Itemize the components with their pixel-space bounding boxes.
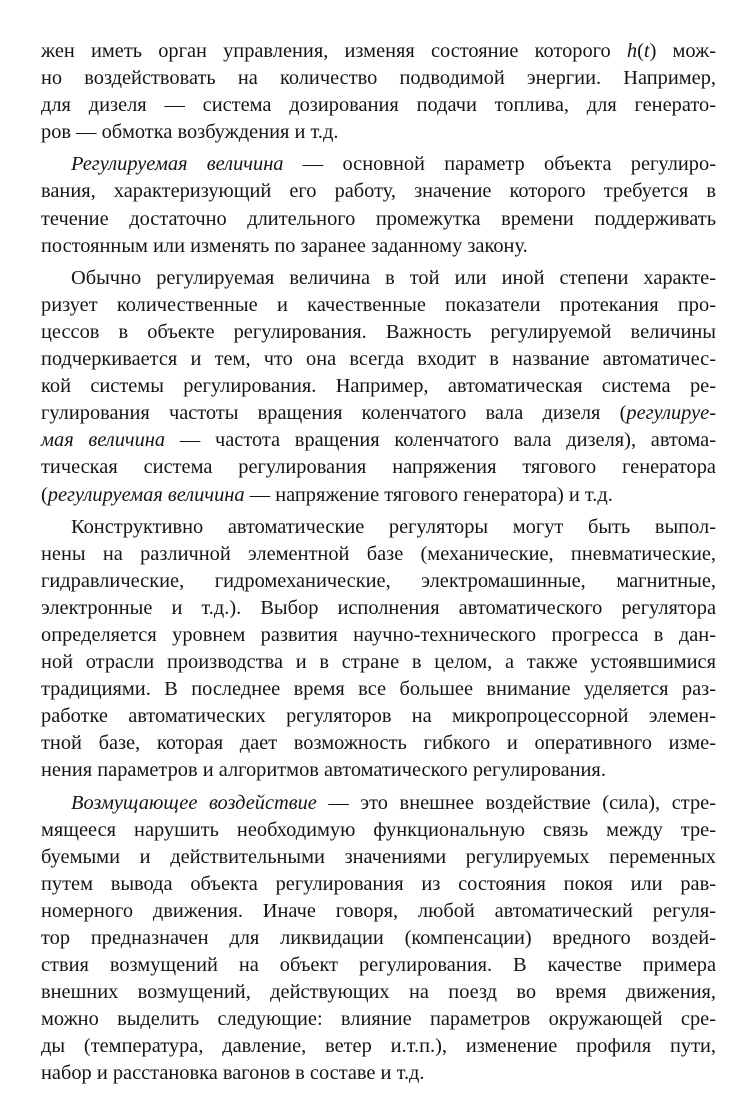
text-run: работке автоматических регуляторов на микропроцессорной элемен- xyxy=(41,705,716,728)
text-run: цессов в объекте регулирования. Важность регулируемой величины xyxy=(41,320,716,343)
text-run: ров — обмотка возбуждения и т.д. xyxy=(41,121,339,144)
text-line xyxy=(41,844,716,871)
text-line xyxy=(41,1033,716,1060)
text-line xyxy=(41,400,716,427)
text-run: течение достаточно длительного промежутка времени поддерживать xyxy=(41,207,716,230)
text-run: — это внешнее воздействие (сила), стре- xyxy=(316,791,716,814)
text-line xyxy=(41,233,716,260)
text-line xyxy=(41,65,716,92)
text-line xyxy=(41,514,716,541)
text-run: гулирования частоты вращения коленчатого вала дизеля ( xyxy=(41,402,627,425)
text-line xyxy=(41,292,716,319)
italic-term: регулируе- xyxy=(626,402,716,425)
text-run: ствия возмущений на объект регулирования. В качестве примера xyxy=(41,954,716,977)
text-run: нены на различной элементной базе (механические, пневматические, xyxy=(41,542,716,565)
text-run: мящееся нарушить необходимую функциональную связь между тре- xyxy=(41,818,716,841)
text-line xyxy=(41,622,716,649)
text-line xyxy=(41,119,716,146)
text-line xyxy=(41,178,716,205)
paragraph xyxy=(41,790,716,1088)
text-run: ды (температура, давление, ветер и.т.п.), изменение профиля пути, xyxy=(41,1035,716,1058)
text-line xyxy=(41,92,716,119)
text-line xyxy=(41,649,716,676)
text-run: постоянным или изменять по заранее заданному закону. xyxy=(41,234,528,257)
text-run: кой системы регулирования. Например, автоматическая система ре- xyxy=(41,375,716,398)
text-run: ной отрасли производства и в стране в целом, а также устоявшимися xyxy=(41,651,716,674)
text-line xyxy=(41,373,716,400)
italic-term: мая величина xyxy=(41,429,166,452)
text-line xyxy=(41,898,716,925)
text-run: путем вывода объекта регулирования из состояния покоя или рав- xyxy=(41,872,716,895)
text-run: — частота вращения коленчатого вала дизеля), автома- xyxy=(165,429,716,452)
text-line xyxy=(41,151,716,178)
text-line xyxy=(41,757,716,784)
text-run: внешних возмущений, действующих на поезд во время движения, xyxy=(41,981,716,1004)
text-run: буемыми и действительными значениями регулируемых переменных xyxy=(41,845,716,868)
text-line xyxy=(41,38,716,65)
text-line xyxy=(41,454,716,481)
text-run: гидравлические, гидромеханические, электромашинные, магнитные, xyxy=(41,569,716,592)
text-run: ризует количественные и качественные показатели протекания про- xyxy=(41,293,716,316)
text-run: ) мож- xyxy=(649,40,716,62)
paragraph xyxy=(41,38,716,146)
text-line xyxy=(41,676,716,703)
italic-term: Регулируемая величина xyxy=(71,153,284,176)
text-run: — напряжение тягового генератора) и т.д. xyxy=(244,483,613,506)
text-run: Конструктивно автоматические регуляторы могут быть выпол- xyxy=(71,515,716,538)
text-run: традициями. В последнее время все большее внимание уделяется раз- xyxy=(41,678,716,701)
text-run: ( xyxy=(637,40,644,62)
italic-term: t xyxy=(643,40,650,62)
text-run: жен иметь орган управления, изменяя состояние которого xyxy=(41,40,627,62)
text-run: тор предназначен для ликвидации (компенсации) вредного воздей- xyxy=(41,927,716,949)
text-run: подчеркивается и тем, что она всегда входит в название автоматичес- xyxy=(41,348,716,371)
text-run: для дизеля — система дозирования подачи топлива, для генерато- xyxy=(41,94,716,117)
text-run: — основной параметр объекта регулиро- xyxy=(283,153,716,176)
text-line xyxy=(41,595,716,622)
text-line xyxy=(41,482,716,509)
italic-term: Возмущающее воздействие xyxy=(71,791,317,814)
text-line xyxy=(41,952,716,979)
text-line xyxy=(41,730,716,757)
text-run: тическая система регулирования напряжения тягового генератора xyxy=(41,456,716,479)
text-line xyxy=(41,1006,716,1033)
text-line xyxy=(41,206,716,233)
italic-term: h xyxy=(626,40,638,62)
text-line xyxy=(41,817,716,844)
text-run: определяется уровнем развития научно-технического прогресса в дан- xyxy=(41,623,716,646)
text-line xyxy=(41,346,716,373)
text-line xyxy=(41,265,716,292)
text-run: нения параметров и алгоритмов автоматического регулирования. xyxy=(41,759,606,782)
text-line xyxy=(41,703,716,730)
text-run: номерного движения. Иначе говоря, любой автоматический регуля- xyxy=(41,899,716,922)
text-line xyxy=(41,979,716,1006)
text-run: Обычно регулируемая величина в той или иной степени характе- xyxy=(71,266,716,289)
text-line xyxy=(41,541,716,568)
paragraph xyxy=(41,514,716,785)
paragraph xyxy=(41,265,716,509)
text-run: набор и расстановка вагонов в составе и т.д. xyxy=(41,1062,425,1085)
text-line xyxy=(41,790,716,817)
text-line xyxy=(41,427,716,454)
text-line xyxy=(41,1060,716,1087)
text-run: тной базе, которая дает возможность гибкого и оперативного изме- xyxy=(41,732,716,755)
text-run: можно выделить следующие: влияние параметров окружающей сре- xyxy=(41,1008,716,1031)
text-line xyxy=(41,568,716,595)
text-run: вания, характеризующий его работу, значение которого требуется в xyxy=(41,180,716,203)
text-line xyxy=(41,319,716,346)
text-run: но воздействовать на количество подводимой энергии. Например, xyxy=(41,67,716,90)
text-run: электронные и т.д.). Выбор исполнения автоматического регулятора xyxy=(41,596,716,619)
text-line xyxy=(41,871,716,898)
text-run: ( xyxy=(41,483,48,506)
paragraph xyxy=(41,151,716,259)
italic-term: регулируемая величина xyxy=(47,483,245,506)
text-line xyxy=(41,925,716,952)
